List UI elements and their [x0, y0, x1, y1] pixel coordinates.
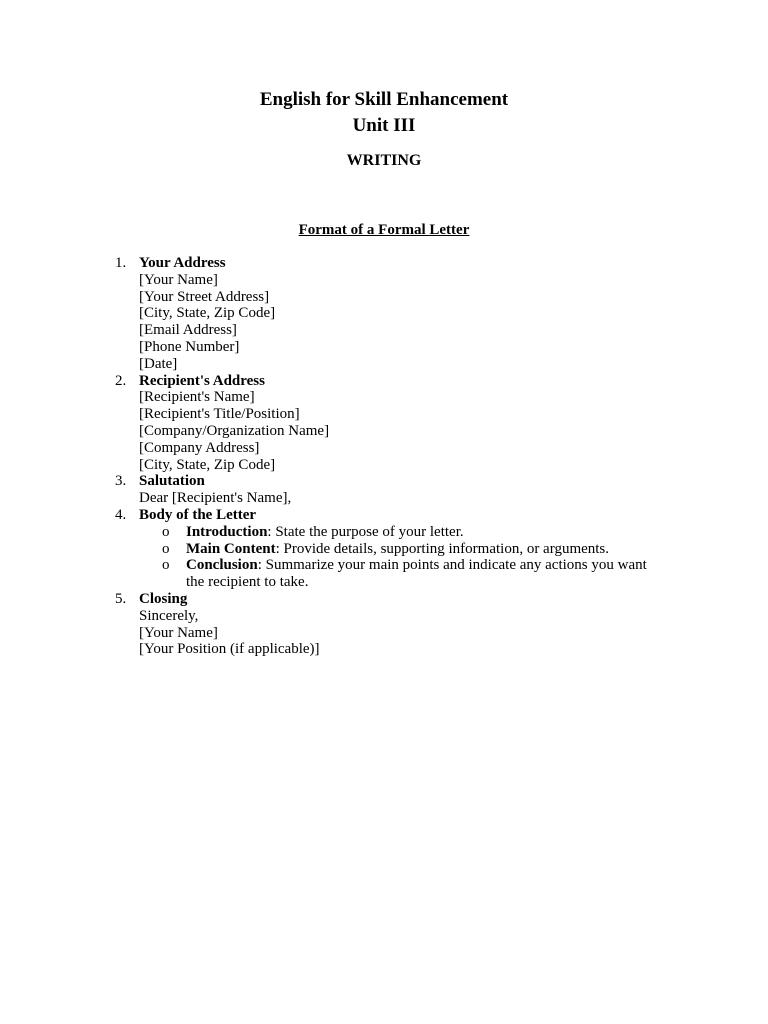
sub-item-main-content: [0, 541, 768, 558]
letter-format-list: [0, 255, 768, 658]
item-number: 4.: [115, 506, 127, 523]
course-title: English for Skill Enhancement: [259, 89, 509, 110]
bullet-icon: o: [162, 523, 170, 540]
item-line: [Your Street Address]: [139, 288, 270, 305]
list-item-recipient-address: [0, 373, 768, 474]
item-line: [Recipient's Title/Position]: [139, 406, 300, 423]
bullet-icon: o: [162, 540, 170, 557]
list-item-body: [0, 507, 768, 524]
sub-item-term: Main Content: [186, 540, 276, 557]
sub-item-term: Introduction: [186, 523, 268, 540]
item-number: 1.: [115, 255, 127, 271]
item-title: Closing: [139, 590, 188, 607]
item-line: [City, State, Zip Code]: [139, 456, 276, 473]
item-line: [Recipient's Name]: [139, 389, 255, 406]
item-line: [Your Name]: [139, 271, 218, 288]
letter-format-heading: Format of a Formal Letter: [298, 222, 470, 238]
item-line: [Company/Organization Name]: [139, 422, 330, 439]
list-item-salutation: [0, 473, 768, 507]
list-item-your-address: [0, 255, 768, 373]
item-line: [Your Name]: [139, 624, 218, 641]
sub-item-term: Conclusion: [186, 557, 258, 574]
item-line: [City, State, Zip Code]: [139, 305, 276, 322]
sub-item-text: : Provide details, supporting information, or arguments.: [275, 540, 610, 557]
sub-item-conclusion: [0, 557, 768, 591]
item-line: [Email Address]: [139, 322, 237, 339]
item-line: [Your Position (if applicable)]: [139, 641, 320, 658]
sub-item-text: : State the purpose of your letter.: [267, 523, 464, 540]
bullet-icon: o: [162, 557, 170, 574]
item-title: Your Address: [139, 255, 226, 271]
item-line: Dear [Recipient's Name],: [139, 490, 292, 507]
item-line: [Date]: [139, 355, 178, 372]
list-item-closing: [0, 591, 768, 658]
sub-item-text: : Summarize your main points and indicate any actions you want the recipient to take.: [186, 557, 647, 591]
item-number: 2.: [115, 372, 127, 389]
item-number: 3.: [115, 473, 127, 490]
item-title: Recipient's Address: [139, 372, 265, 389]
section-title: WRITING: [346, 152, 422, 169]
sub-item-introduction: [0, 524, 768, 541]
item-title: Salutation: [139, 473, 205, 490]
item-line: [Phone Number]: [139, 338, 240, 355]
item-line: [Company Address]: [139, 439, 260, 456]
item-line: Sincerely,: [139, 607, 199, 624]
item-title: Body of the Letter: [139, 506, 257, 523]
item-number: 5.: [115, 590, 127, 607]
unit-title: Unit III: [352, 115, 416, 136]
